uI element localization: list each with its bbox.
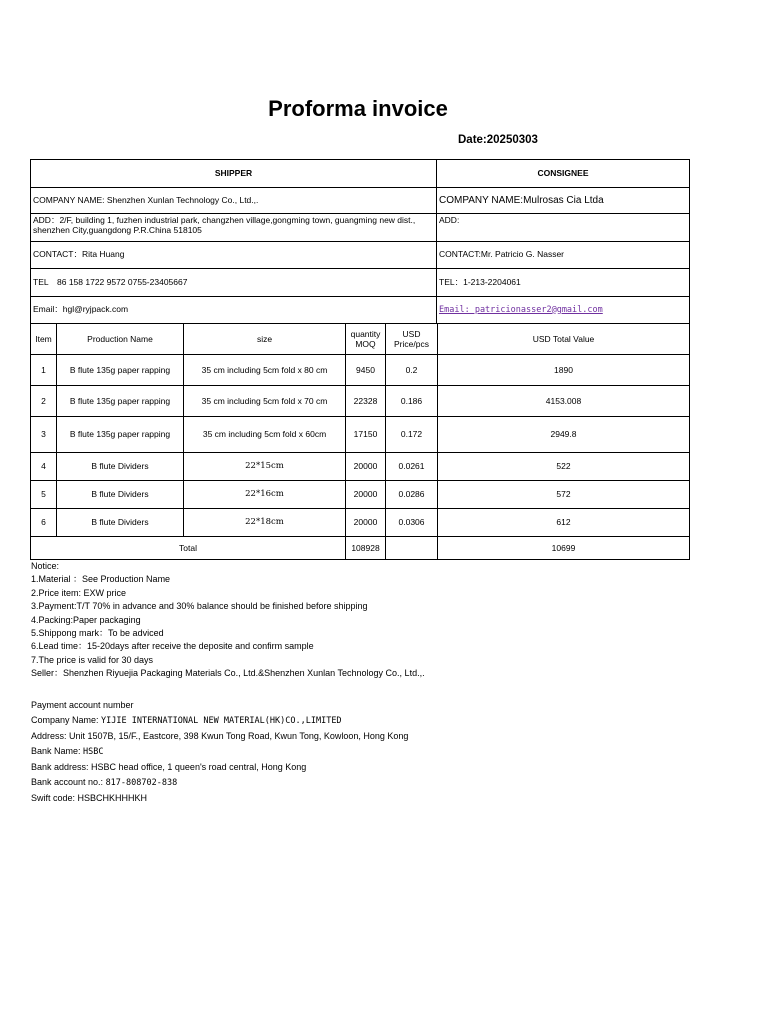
shipper-email: Email：hgl@ryjpack.com [31,297,437,324]
payment-account-value: 817-808702-838 [105,778,178,788]
payment-bank-address: Bank address: HSBC head office, 1 queen's road central, Hong Kong [31,762,307,772]
consignee-email-cell [437,297,690,324]
row-name: B flute Dividers [57,509,184,537]
row-qty: 20000 [346,453,386,481]
notice-line: 1.Material ：See Production Name [31,574,171,585]
row-total: 522 [438,453,690,481]
row-item: 3 [31,417,57,453]
consignee-email-link[interactable]: Email: patricionasser2@gmail.com [439,304,603,315]
row-name: B flute 135g paper rapping [57,386,184,417]
notice-line: 5.Shippong mark：To be adviced [31,628,164,639]
total-value: 10699 [438,537,690,560]
row-price: 0.186 [386,386,438,417]
total-empty-cell [386,537,438,560]
table-row [31,355,690,386]
table-row [31,481,690,509]
payment-company-label: Company Name: [31,715,102,725]
payment-bank-name-value: HSBC [83,747,104,757]
items-header-row [31,324,690,355]
row-size: 35 cm including 5cm fold x 70 cm [184,386,346,417]
shipper-address-line1: ADD：2/F, building 1, fuzhen industrial park, changzhen village,gongming town, guangming new dist., [33,215,416,225]
row-total: 1890 [438,355,690,386]
header-item: Item [31,324,57,355]
row-item: 6 [31,509,57,537]
shipper-address [31,214,437,242]
row-item: 2 [31,386,57,417]
shipper-tel-label: TEL [33,276,49,287]
notice-line: 3.Payment:T/T 70% in advance and 30% balance should be finished before shipping [31,601,368,612]
total-label: Total [31,537,346,560]
row-item: 5 [31,481,57,509]
header-quantity-line1: quantity [350,328,381,339]
row-total: 572 [438,481,690,509]
table-row [31,386,690,417]
header-size: size [184,324,346,355]
party-table [30,159,690,324]
shipper-company: COMPANY NAME: Shenzhen Xunlan Technology Co., Ltd.,. [31,188,437,214]
consignee-contact: CONTACT:Mr. Patricio G. Nasser [437,242,690,269]
items-table [30,323,690,560]
row-total: 612 [438,509,690,537]
consignee-address: ADD: [437,214,690,242]
payment-bank-name [31,744,731,760]
row-price: 0.2 [386,355,438,386]
notice-line: 2.Price item: EXW price [31,587,127,598]
payment-address: Address: Unit 1507B, 15/F., Eastcore, 398 Kwun Tong Road, Kwun Tong, Kowloon, Hong Kong [31,731,409,741]
shipper-contact: CONTACT：Rita Huang [31,242,437,269]
row-size: 35 cm including 5cm fold x 80 cm [184,355,346,386]
payment-account [31,775,731,791]
row-qty: 9450 [346,355,386,386]
consignee-company: COMPANY NAME:Mulrosas Cia Ltda [437,188,690,214]
shipper-tel [31,269,437,297]
notice-line: 6.Lead time：15-20days after receive the deposite and confirm sample [31,641,314,652]
table-row [31,509,690,537]
notice-section [31,560,731,681]
row-size: 35 cm including 5cm fold x 60cm [184,417,346,453]
invoice-date: Date:20250303 [458,134,538,146]
payment-bank-name-label: Bank Name: [31,746,84,756]
shipper-address-line2: shenzhen City,guangdong P.R.China 518105 [33,224,202,235]
payment-company-value: YIJIE INTERNATIONAL NEW MATERIAL(HK)CO.,LIMITED [101,716,342,726]
table-row [31,417,690,453]
row-price: 0.0286 [386,481,438,509]
row-size: 22*18cm [184,509,346,537]
payment-swift: Swift code: HSBCHKHHHKH [31,793,148,803]
payment-heading: Payment account number [31,700,134,710]
document-title: Proforma invoice [268,96,448,121]
payment-company [31,713,731,729]
row-price: 0.172 [386,417,438,453]
row-qty: 22328 [346,386,386,417]
row-total: 4153.008 [438,386,690,417]
payment-section [31,698,731,806]
payment-account-label: Bank account no.: [31,777,106,787]
row-size: 22*16cm [184,481,346,509]
notice-heading: Notice: [31,561,60,571]
consignee-header: CONSIGNEE [437,160,690,188]
notice-line: 7.The price is valid for 30 days [31,654,154,665]
total-qty: 108928 [346,537,386,560]
table-row [31,453,690,481]
row-name: B flute 135g paper rapping [57,417,184,453]
header-total-value: USD Total Value [438,324,690,355]
row-size: 22*15cm [184,453,346,481]
header-quantity-line2: MOQ [355,339,376,349]
row-qty: 20000 [346,481,386,509]
row-name: B flute Dividers [57,481,184,509]
shipper-tel-value: 86 158 1722 9572 0755-23405667 [57,276,188,287]
shipper-header: SHIPPER [31,160,437,188]
row-total: 2949.8 [438,417,690,453]
row-price: 0.0306 [386,509,438,537]
row-item: 1 [31,355,57,386]
row-qty: 20000 [346,509,386,537]
row-item: 4 [31,453,57,481]
notice-line: 4.Packing:Paper packaging [31,614,141,625]
row-price: 0.0261 [386,453,438,481]
consignee-tel: TEL：1-213-2204061 [437,269,690,297]
row-name: B flute Dividers [57,453,184,481]
header-price [386,324,438,355]
header-price-line2: Price/pcs [394,339,429,349]
row-qty: 17150 [346,417,386,453]
header-quantity [346,324,386,355]
header-price-line1: USD [402,328,421,339]
row-name: B flute 135g paper rapping [57,355,184,386]
header-production-name: Production Name [57,324,184,355]
notice-line: Seller：Shenzhen Riyuejia Packaging Materials Co., Ltd.&Shenzhen Xunlan Technology Co., Ltd.,. [31,668,425,679]
total-row [31,537,690,560]
